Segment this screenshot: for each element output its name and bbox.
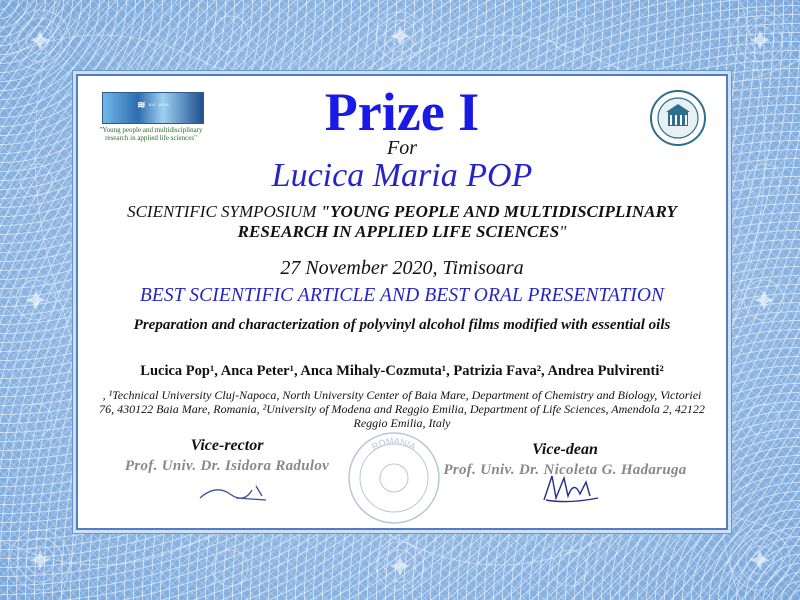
- award-title: BEST SCIENTIFIC ARTICLE AND BEST ORAL PRESENTATION: [139, 285, 665, 306]
- symposium-title: "YOUNG PEOPLE AND MULTIDISCIPLINARY RESEARCH IN APPLIED LIFE SCIENCES: [237, 202, 677, 241]
- svg-text:ROMANIA: [370, 436, 418, 452]
- signature-block-left: [122, 436, 332, 476]
- symposium-logo-caption: "Young people and multidisciplinary research in applied life sciences": [99, 126, 203, 142]
- symposium-line: [98, 202, 706, 242]
- official-stamp-icon: [346, 430, 442, 526]
- stamp-text: ROMANIA: [369, 435, 418, 453]
- certificate-panel: [76, 74, 728, 530]
- authors-line: Lucica Pop¹, Anca Peter¹, Anca Mihaly-Cozmuta¹, Patrizia Fava², Andrea Pulvirenti²: [140, 363, 664, 379]
- for-label: For: [387, 137, 417, 159]
- symposium-prefix: SCIENTIFIC SYMPOSIUM: [127, 202, 321, 221]
- symposium-logo-image: ≋ ◦◦ ◦◦◦: [102, 92, 204, 124]
- article-title: Preparation and characterization of polyvinyl alcohol films modified with essential oils: [133, 317, 671, 333]
- event-date: 27 November 2020, Timisoara: [280, 257, 524, 279]
- affiliations: , ¹Technical University Cluj-Napoca, North University Center of Baia Mare, Department of Chemistry and Biology, Victoriei 76, 430122 Baia Mare, Romania, ²University of Modena and Reggio Emilia, Department of Life Sciences, Amendola 2, 42122 Reggio Emilia, Italy: [99, 388, 705, 430]
- recipient-name: Lucica Maria POP: [271, 157, 533, 194]
- signature-scribble-right: [538, 470, 608, 506]
- signature-scribble-left: [196, 478, 276, 506]
- signatory-name-left: Prof. Univ. Dr. Isidora Radulov: [124, 458, 330, 474]
- signatory-role-right: Vice-dean: [532, 441, 598, 458]
- symposium-suffix: ": [559, 222, 567, 241]
- signatory-name-right: Prof. Univ. Dr. Nicoleta G. Hadaruga: [443, 462, 687, 478]
- signatory-role-left: Vice-rector: [190, 437, 264, 454]
- prize-title: Prize I: [324, 82, 480, 142]
